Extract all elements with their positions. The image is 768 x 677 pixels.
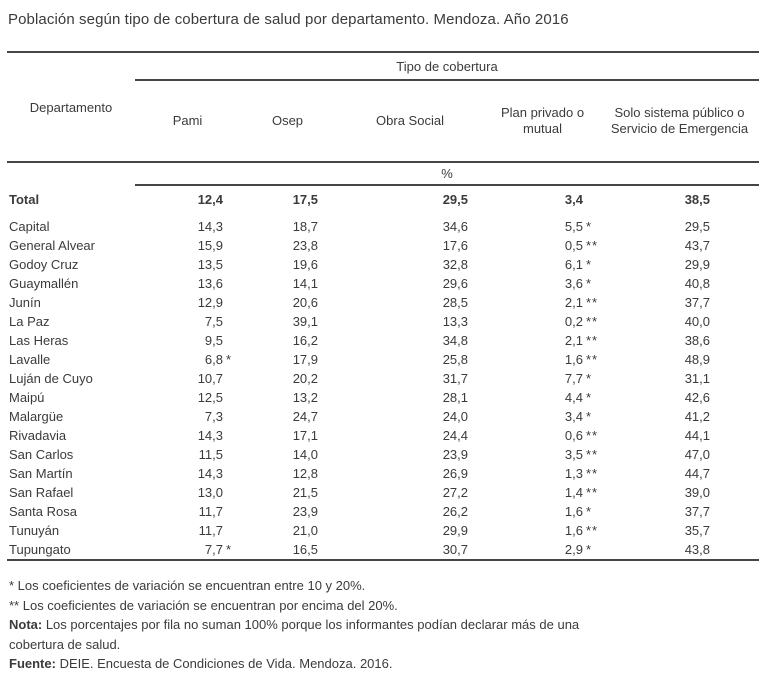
value-cell-pami: [135, 217, 240, 236]
value: 2,1: [564, 295, 583, 310]
table-body: [7, 185, 759, 560]
table-row: [7, 407, 759, 426]
department-cell: Luján de Cuyo: [9, 371, 93, 386]
value: 11,7: [198, 504, 223, 519]
table-title: Población según tipo de cobertura de salud por departamento. Mendoza. Año 2016: [8, 11, 569, 28]
cv-marker: **: [586, 523, 599, 538]
value-cell-obra-social: [335, 236, 485, 255]
department-cell: San Rafael: [9, 485, 74, 500]
value-cell-solo-sistema-publico: [600, 293, 759, 312]
value: 1,6: [564, 523, 583, 538]
value: 34,8: [442, 333, 468, 348]
cv-marker: **: [586, 238, 599, 253]
value: 14,3: [197, 219, 223, 234]
percent-unit-label: %: [135, 162, 759, 185]
value-cell-pami: [135, 185, 240, 217]
value: 2,1: [564, 333, 583, 348]
value: 41,2: [684, 409, 711, 424]
value-cell-plan-privado: [485, 274, 600, 293]
value: 39,0: [684, 485, 711, 500]
department-cell: Lavalle: [9, 352, 51, 367]
department-cell: Total: [9, 191, 40, 207]
value: 21,5: [292, 485, 318, 500]
value: 12,5: [197, 390, 223, 405]
cv-marker: *: [586, 542, 593, 557]
value: 7,3: [204, 409, 223, 424]
table-row: [7, 426, 759, 445]
value: 7,7: [204, 542, 223, 557]
value-cell-pami: [135, 483, 240, 502]
value-cell-solo-sistema-publico: [600, 255, 759, 274]
cv-marker: *: [586, 390, 593, 405]
value: 42,6: [684, 390, 711, 405]
value-cell-plan-privado: [485, 502, 600, 521]
department-cell: La Paz: [9, 314, 50, 329]
table-row: [7, 312, 759, 331]
value: 17,9: [292, 352, 318, 367]
cv-marker: **: [586, 352, 599, 367]
value-cell-obra-social: [335, 502, 485, 521]
value: 26,2: [442, 504, 468, 519]
cv-marker: *: [586, 276, 593, 291]
value: 3,4: [564, 409, 583, 424]
value: 19,6: [292, 257, 318, 272]
department-cell: Tunuyán: [9, 523, 60, 538]
value: 10,7: [197, 371, 223, 386]
table-row: [7, 255, 759, 274]
value: 14,3: [197, 428, 223, 443]
value: 14,3: [197, 466, 223, 481]
value-cell-plan-privado: [485, 521, 600, 540]
value-cell-obra-social: [335, 274, 485, 293]
value: 0,2: [564, 314, 583, 329]
value-cell-osep: [240, 312, 335, 331]
value-cell-osep: [240, 502, 335, 521]
value: 1,6: [564, 504, 583, 519]
value: 7,7: [564, 371, 583, 386]
value: 30,7: [442, 542, 468, 557]
value-cell-solo-sistema-publico: [600, 185, 759, 217]
cv-marker: *: [586, 504, 593, 519]
value-cell-pami: [135, 350, 240, 369]
table-row: [7, 369, 759, 388]
group-header-row: [7, 52, 759, 80]
value: 7,5: [204, 314, 223, 329]
column-header-obra-social: Obra Social: [376, 113, 444, 128]
value: 24,0: [442, 409, 468, 424]
value: 13,6: [197, 276, 223, 291]
value-cell-solo-sistema-publico: [600, 217, 759, 236]
cv-marker: *: [586, 219, 593, 234]
value: 44,7: [684, 466, 711, 481]
column-header-departamento: Departamento: [7, 52, 135, 162]
value-cell-osep: [240, 483, 335, 502]
value-cell-obra-social: [335, 388, 485, 407]
value: 14,1: [292, 276, 318, 291]
value-cell-solo-sistema-publico: [600, 502, 759, 521]
value-cell-osep: [240, 274, 335, 293]
value-cell-osep: [240, 388, 335, 407]
value: 13,0: [197, 485, 223, 500]
table-row: [7, 464, 759, 483]
cv-marker: **: [586, 314, 599, 329]
group-header-tipo-de-cobertura: Tipo de cobertura: [135, 52, 759, 80]
department-cell: Maipú: [9, 390, 45, 405]
value: 4,4: [564, 390, 583, 405]
value-cell-osep: [240, 185, 335, 217]
value-cell-plan-privado: [485, 350, 600, 369]
cv-marker: **: [586, 295, 599, 310]
value: 11,7: [198, 523, 223, 538]
value: 31,1: [684, 371, 711, 386]
value: 16,2: [292, 333, 318, 348]
department-cell: General Alvear: [9, 238, 95, 253]
value-cell-osep: [240, 331, 335, 350]
department-cell: San Martín: [9, 466, 73, 481]
value: 35,7: [684, 523, 711, 538]
value-cell-solo-sistema-publico: [600, 521, 759, 540]
value: 48,9: [684, 352, 711, 367]
column-header-solo-sistema-publico: Solo sistema público o Servicio de Emergencia: [610, 105, 749, 136]
department-cell: Tupungato: [7, 540, 135, 560]
value-cell-plan-privado: [485, 426, 600, 445]
value-cell-obra-social: [335, 426, 485, 445]
value-cell-solo-sistema-publico: [600, 350, 759, 369]
value: 23,8: [292, 238, 318, 253]
value-cell-plan-privado: [485, 255, 600, 274]
value-cell-obra-social: [335, 483, 485, 502]
value: 11,5: [198, 447, 223, 462]
unit-row-spacer: [7, 162, 135, 185]
unit-row: [7, 162, 759, 185]
value-cell-obra-social: [335, 185, 485, 217]
value-cell-solo-sistema-publico: [600, 483, 759, 502]
value-cell-solo-sistema-publico: [600, 464, 759, 483]
cv-marker: **: [586, 333, 599, 348]
value: 14,0: [292, 447, 318, 462]
table-row: [7, 483, 759, 502]
value-cell-obra-social: [335, 350, 485, 369]
value-cell-obra-social: [335, 464, 485, 483]
department-cell: Rivadavia: [9, 428, 67, 443]
value: 27,2: [442, 485, 468, 500]
value: 29,5: [442, 192, 468, 207]
nota-label: Nota:: [9, 617, 43, 632]
value: 21,0: [292, 523, 318, 538]
value-cell-obra-social: [335, 312, 485, 331]
department-cell: Capital: [9, 219, 50, 234]
value-cell-obra-social: [335, 331, 485, 350]
value: 13,5: [197, 257, 223, 272]
value: 44,1: [684, 428, 711, 443]
table-row: [7, 445, 759, 464]
value: 37,7: [684, 504, 711, 519]
value-cell-plan-privado: [485, 312, 600, 331]
value-cell-pami: [135, 274, 240, 293]
value-cell-pami: [135, 426, 240, 445]
value-cell-pami: [135, 407, 240, 426]
value-cell-pami: [135, 388, 240, 407]
value-cell-plan-privado: [485, 217, 600, 236]
value: 16,5: [292, 542, 318, 557]
column-header-plan-privado: Plan privado o mutual: [500, 105, 585, 136]
value: 43,7: [684, 238, 711, 253]
table-row: [7, 388, 759, 407]
value: 0,5: [564, 238, 583, 253]
table-row: [7, 217, 759, 236]
value: 18,7: [292, 219, 318, 234]
value-cell-obra-social: [335, 521, 485, 540]
table-row: [7, 236, 759, 255]
value: 37,7: [684, 295, 711, 310]
table-row: [7, 502, 759, 521]
value-cell-plan-privado: [485, 540, 600, 560]
table-row: [7, 350, 759, 369]
value-cell-pami: [135, 445, 240, 464]
cv-marker: **: [586, 447, 599, 462]
value-cell-osep: [240, 255, 335, 274]
value: 1,4: [564, 485, 583, 500]
value-cell-solo-sistema-publico: [600, 388, 759, 407]
value-cell-obra-social: [335, 293, 485, 312]
value: 15,9: [197, 238, 223, 253]
value: 6,1: [564, 257, 583, 272]
department-cell: Malargüe: [9, 409, 64, 424]
value-cell-obra-social: [335, 255, 485, 274]
value-cell-plan-privado: [485, 331, 600, 350]
value: 38,6: [684, 333, 711, 348]
column-header-osep: Osep: [271, 113, 304, 128]
value: 1,3: [564, 466, 583, 481]
fuente-line: [9, 654, 629, 674]
value-cell-solo-sistema-publico: [600, 426, 759, 445]
value: 32,8: [442, 257, 468, 272]
value: 12,4: [197, 192, 223, 207]
value: 23,9: [292, 504, 318, 519]
value: 29,9: [684, 257, 711, 272]
value: 38,5: [684, 192, 711, 207]
value: 28,5: [442, 295, 468, 310]
value: 6,8: [204, 352, 223, 367]
value: 29,9: [442, 523, 468, 538]
column-header-pami: Pami: [172, 113, 203, 128]
cv-marker: *: [226, 352, 233, 367]
cv-marker: *: [586, 371, 593, 386]
value: 34,6: [442, 219, 468, 234]
value-cell-plan-privado: [485, 185, 600, 217]
cv-marker: *: [226, 542, 233, 557]
value: 13,2: [292, 390, 318, 405]
value-cell-obra-social: [335, 445, 485, 464]
value-cell-pami: [135, 502, 240, 521]
table-row: [7, 521, 759, 540]
value-cell-solo-sistema-publico: [600, 407, 759, 426]
footnote-single-asterisk: * Los coeficientes de variación se encuentran entre 10 y 20%.: [9, 578, 366, 593]
table-notes: [7, 576, 629, 674]
value-cell-plan-privado: [485, 293, 600, 312]
value: 17,5: [292, 192, 318, 207]
value-cell-osep: [240, 540, 335, 560]
value: 3,6: [564, 276, 583, 291]
value-cell-plan-privado: [485, 388, 600, 407]
value: 20,2: [292, 371, 318, 386]
department-cell: Santa Rosa: [9, 504, 77, 519]
department-cell: Las Heras: [9, 333, 69, 348]
value: 26,9: [442, 466, 468, 481]
fuente-text: DEIE. Encuesta de Condiciones de Vida. Mendoza. 2016.: [55, 656, 393, 671]
value: 12,8: [292, 466, 318, 481]
value-cell-pami: [135, 540, 240, 560]
value: 31,7: [442, 371, 468, 386]
cv-marker: **: [586, 485, 599, 500]
value: 24,7: [292, 409, 318, 424]
value: 23,9: [442, 447, 468, 462]
value-cell-obra-social: [335, 217, 485, 236]
value-cell-plan-privado: [485, 369, 600, 388]
value: 3,5: [564, 447, 583, 462]
value-cell-pami: [135, 312, 240, 331]
value-cell-pami: [135, 521, 240, 540]
value-cell-osep: [240, 464, 335, 483]
cv-marker: **: [586, 466, 599, 481]
department-cell: San Carlos: [9, 447, 74, 462]
department-cell: Guaymallén: [9, 276, 79, 291]
value-cell-pami: [135, 236, 240, 255]
department-cell: Junín: [9, 295, 41, 310]
value-cell-obra-social: [335, 407, 485, 426]
value-cell-pami: [135, 293, 240, 312]
value-cell-osep: [240, 426, 335, 445]
value-cell-osep: [240, 521, 335, 540]
value: 39,1: [292, 314, 318, 329]
value-cell-solo-sistema-publico: [600, 236, 759, 255]
health-coverage-table: [7, 51, 759, 561]
value-cell-osep: [240, 350, 335, 369]
value: 2,9: [564, 542, 583, 557]
value-cell-solo-sistema-publico: [600, 312, 759, 331]
value: 9,5: [204, 333, 223, 348]
value-cell-solo-sistema-publico: [600, 331, 759, 350]
nota-line: [9, 615, 629, 654]
value-cell-plan-privado: [485, 236, 600, 255]
table-row: [7, 331, 759, 350]
value: 43,8: [684, 542, 711, 557]
value-cell-plan-privado: [485, 483, 600, 502]
value-cell-solo-sistema-publico: [600, 445, 759, 464]
table-row: [7, 540, 759, 560]
value-cell-solo-sistema-publico: [600, 540, 759, 560]
table-header: [7, 52, 759, 185]
table-row: [7, 185, 759, 217]
value: 13,3: [442, 314, 468, 329]
value: 25,8: [442, 352, 468, 367]
value: 0,6: [564, 428, 583, 443]
value-cell-osep: [240, 407, 335, 426]
cv-marker: **: [586, 428, 599, 443]
value-cell-pami: [135, 255, 240, 274]
nota-text: Los porcentajes por fila no suman 100% porque los informantes podían declarar más de una cobertura de salud.: [9, 617, 580, 652]
value: 12,9: [197, 295, 223, 310]
value: 24,4: [442, 428, 468, 443]
value-cell-pami: [135, 331, 240, 350]
value-cell-pami: [135, 464, 240, 483]
value-cell-plan-privado: [485, 445, 600, 464]
value: 40,0: [684, 314, 711, 329]
value-cell-pami: [135, 369, 240, 388]
value: 47,0: [684, 447, 711, 462]
value: 3,4: [564, 192, 583, 207]
cv-marker: *: [586, 409, 593, 424]
value-cell-plan-privado: [485, 464, 600, 483]
value: 29,5: [684, 219, 711, 234]
value: 17,1: [292, 428, 318, 443]
value: 40,8: [684, 276, 711, 291]
value-cell-osep: [240, 369, 335, 388]
cv-marker: *: [586, 257, 593, 272]
value-cell-plan-privado: [485, 407, 600, 426]
value: 28,1: [442, 390, 468, 405]
table-row: [7, 274, 759, 293]
value: 20,6: [292, 295, 318, 310]
value: 17,6: [442, 238, 468, 253]
value-cell-solo-sistema-publico: [600, 274, 759, 293]
value: 29,6: [442, 276, 468, 291]
value-cell-obra-social: [335, 540, 485, 560]
department-cell: Godoy Cruz: [9, 257, 79, 272]
fuente-label: Fuente:: [9, 656, 56, 671]
value-cell-osep: [240, 445, 335, 464]
value-cell-osep: [240, 236, 335, 255]
table-row: [7, 293, 759, 312]
value-cell-osep: [240, 217, 335, 236]
value-cell-solo-sistema-publico: [600, 369, 759, 388]
footnote-double-asterisk: ** Los coeficientes de variación se encuentran por encima del 20%.: [9, 597, 398, 613]
value: 1,6: [564, 352, 583, 367]
value-cell-obra-social: [335, 369, 485, 388]
value-cell-osep: [240, 293, 335, 312]
value: 5,5: [564, 219, 583, 234]
